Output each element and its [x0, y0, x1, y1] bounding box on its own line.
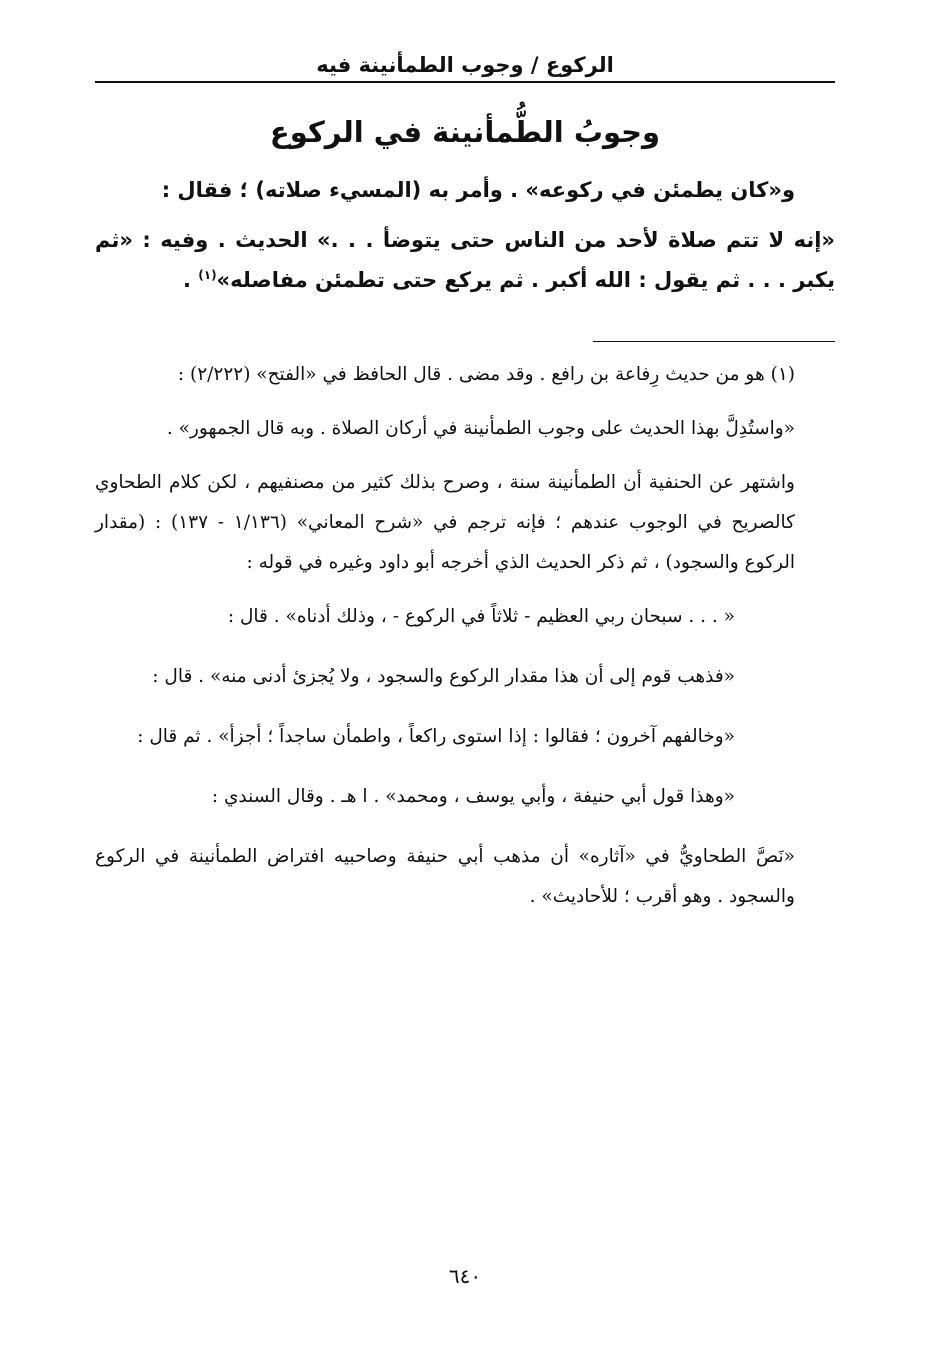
running-header: الركوع / وجوب الطمأنينة فيه	[316, 53, 614, 77]
header-rule	[95, 81, 835, 83]
footnote-paragraph-sindi: «نَصَّ الطحاويُّ في «آثاره» أن مذهب أبي حنيفة وصاحبيه افتراض الطمأنينة في الركوع والسجود . وهو أقرب ؛ للأحاديث» .	[95, 846, 795, 907]
main-paragraph-1: و«كان يطمئن في ركوعه» . وأمر به (المسيء صلاته) ؛ فقال :	[161, 178, 795, 202]
footnote-quote-line-2: «فذهب قوم إلى أن هذا مقدار الركوع والسجود ، ولا يُجزئ أدنى منه» . قال :	[152, 666, 735, 687]
footnote-quote-line-3: «وخالفهم آخرون ؛ فقالوا : إذا استوى راكعاً ، واطمأن ساجداً ؛ أجزأ» . ثم قال :	[137, 726, 735, 747]
footnote-reference[interactable]: (١)	[198, 268, 217, 282]
page-number: ٦٤٠	[448, 1264, 482, 1288]
main-quote-end: «ثم يكبر . . . ثم يقول : الله أكبر . ثم يركع حتى تطمئن مفاصله»	[95, 228, 835, 292]
footnote-rule	[593, 341, 835, 342]
main-text	[95, 170, 835, 310]
footnote-paragraph-hanafi: واشتهر عن الحنفية أن الطمأنينة سنة ، وصرح بذلك كثير من مصنفيهم ، لكن كلام الطحاوي كالصريح في الوجوب عندهم ؛ فإنه ترجم في «شرح المعاني» (١/١٣٦ - ١٣٧) : (مقدار الركوع والسجود) ، ثم ذكر الحديث الذي أخرجه أبو داود وغيره في قوله :	[95, 472, 795, 573]
main-paragraph-2	[95, 220, 835, 300]
footnote-quote-line-4: «وهذا قول أبي حنيفة ، وأبي يوسف ، ومحمد» . ا هـ . وقال السندي :	[211, 786, 735, 807]
main-quote-start: «إنه لا تتم صلاة لأحد من الناس حتى يتوضأ . . .» الحديث . وفيه :	[142, 228, 835, 252]
footnote-quote-line-1: « . . . سبحان ربي العظيم - ثلاثاً في الركوع - ، وذلك أدناه» . قال :	[227, 606, 735, 627]
main-period: .	[182, 268, 199, 292]
footnotes-section	[95, 355, 835, 931]
footnote-quote-fath: «واستُدِلَّ بهذا الحديث على وجوب الطمأنينة في أركان الصلاة . وبه قال الجمهور» .	[166, 418, 795, 439]
footnote-1: (١) هو من حديث رِفاعة بن رافع . وقد مضى . قال الحافظ في «الفتح» (٢/٢٢٢) :	[177, 364, 795, 385]
chapter-title: وجوبُ الطُّمأنينة في الركوع	[269, 115, 661, 149]
